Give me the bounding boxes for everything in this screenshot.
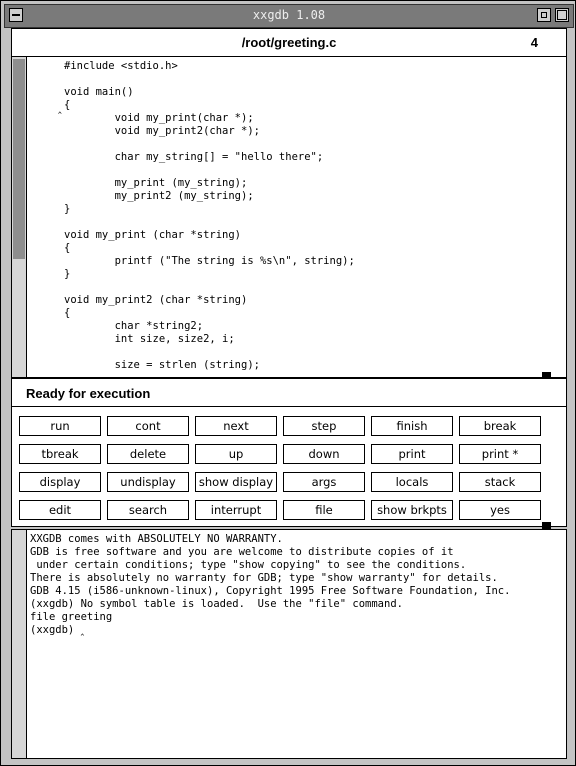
- caret-icon: ‸: [58, 101, 62, 114]
- tbreak-button[interactable]: tbreak: [19, 444, 101, 464]
- interrupt-button[interactable]: interrupt: [195, 500, 277, 520]
- show-display-button[interactable]: show display: [195, 472, 277, 492]
- args-button[interactable]: args: [283, 472, 365, 492]
- finish-button[interactable]: finish: [371, 416, 453, 436]
- window-title: xxgdb 1.08: [252, 8, 326, 22]
- delete-button[interactable]: delete: [107, 444, 189, 464]
- stack-button[interactable]: stack: [459, 472, 541, 492]
- display-button[interactable]: display: [19, 472, 101, 492]
- locals-button[interactable]: locals: [371, 472, 453, 492]
- line-number: 4: [530, 35, 538, 50]
- dialog-text[interactable]: XXGDB comes with ABSOLUTELY NO WARRANTY. GDB is free software and you are welcome to distribute copies of it under certain conditions; type "show copying" to see the conditions. There is absolutely no warranty for GDB; type "show warranty" for details. GDB 4.15 (i586-unknown-linux), Copyright 1995 Free Software Foundation, Inc. (xxgdb) No symbol table is loaded. Use the "file" command. file greeting (xxgdb) ‸: [30, 533, 511, 636]
- yes-button[interactable]: yes: [459, 500, 541, 520]
- search-button[interactable]: search: [107, 500, 189, 520]
- down-button[interactable]: down: [283, 444, 365, 464]
- undisplay-button[interactable]: undisplay: [107, 472, 189, 492]
- source-scrollbar[interactable]: [12, 57, 27, 377]
- print-star-button[interactable]: print *: [459, 444, 541, 464]
- title-bar[interactable]: [4, 4, 574, 28]
- maximize-icon[interactable]: [555, 8, 569, 22]
- file-name: /root/greeting.c: [241, 35, 337, 50]
- file-label: [11, 28, 567, 57]
- command-panel: [11, 406, 567, 527]
- source-pane[interactable]: [11, 56, 567, 378]
- print-button[interactable]: print: [371, 444, 453, 464]
- dialog-scrollbar[interactable]: [12, 530, 27, 758]
- up-button[interactable]: up: [195, 444, 277, 464]
- next-button[interactable]: next: [195, 416, 277, 436]
- break-button[interactable]: break: [459, 416, 541, 436]
- show-brkpts-button[interactable]: show brkpts: [371, 500, 453, 520]
- source-scrollbar-thumb[interactable]: [13, 59, 25, 259]
- cont-button[interactable]: cont: [107, 416, 189, 436]
- run-button[interactable]: run: [19, 416, 101, 436]
- edit-button[interactable]: edit: [19, 500, 101, 520]
- file-button[interactable]: file: [283, 500, 365, 520]
- dialog-pane[interactable]: [11, 529, 567, 759]
- step-button[interactable]: step: [283, 416, 365, 436]
- caret-icon: ‸: [80, 624, 85, 636]
- minimize-icon[interactable]: [537, 8, 551, 22]
- source-code[interactable]: #include <stdio.h> void main() { void my_print(char *); void my_print2(char *); char my_string[] = "hello there"; my_print (my_string); my_print2 (my_string); } void my_print (char *string) { printf ("The string is %s\n", string); } void my_print2 (char *string) { char *string2; int size, size2, i; size = strlen (string);: [64, 60, 355, 371]
- status-label: [11, 378, 567, 407]
- status-text: Ready for execution: [26, 386, 151, 401]
